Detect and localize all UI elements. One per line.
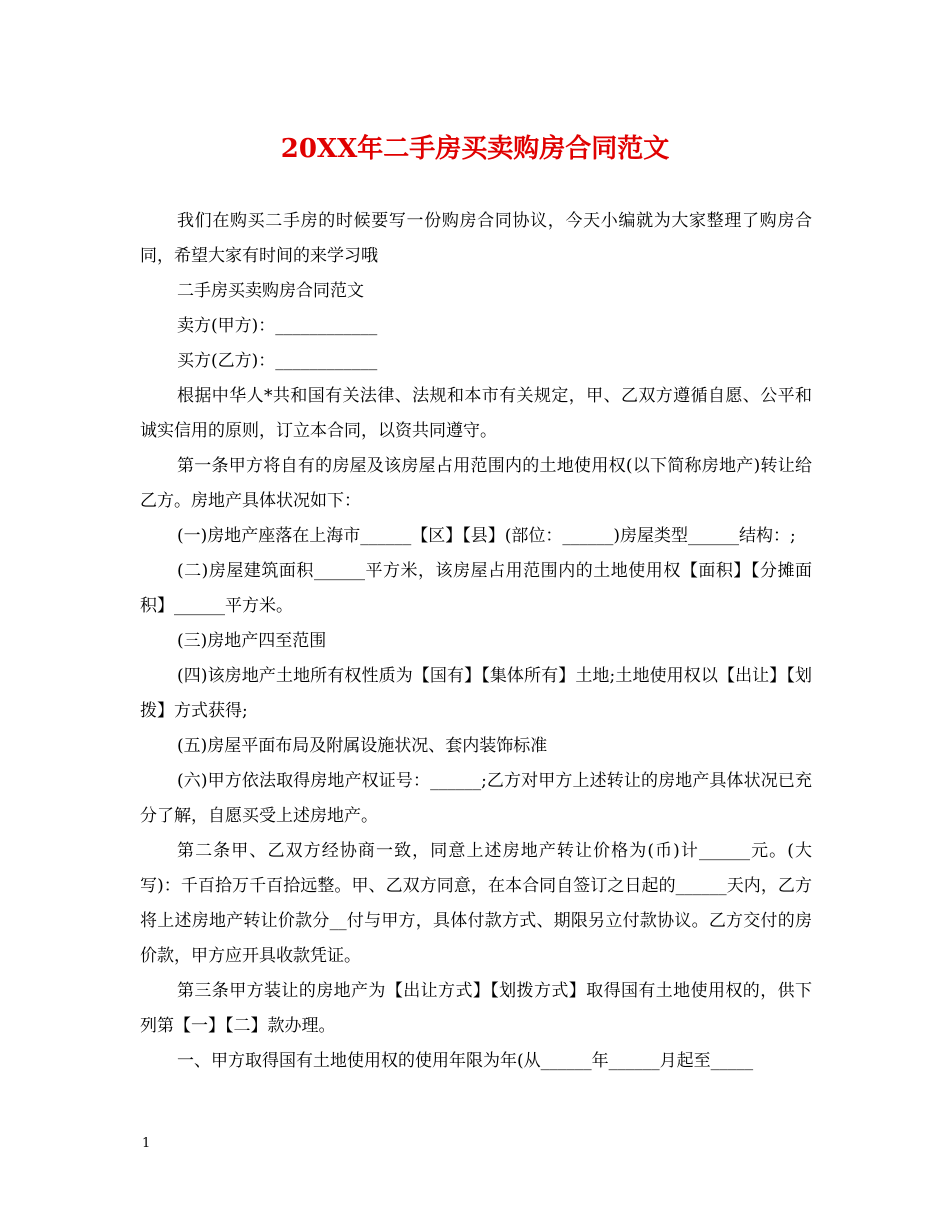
paragraph-article-2: 第二条甲、乙双方经协商一致，同意上述房地产转让价格为(币)计______元。(大写)：千百拾万千百拾远整。甲、乙双方同意，在本合同自签订之日起的______天内，乙方将上述房地产转让价款分__付与甲方，具体付款方式、期限另立付款协议。乙方交付的房价款，甲方应开具收款凭证。 <box>140 841 812 966</box>
paragraph-item-2: (二)房屋建筑面积______平方米，该房屋占用范围内的土地使用权【面积】【分摊面积】______平方米。 <box>140 561 812 616</box>
paragraph-buyer: 买方(乙方)：____________ <box>177 351 378 371</box>
paragraph-clause-1: 一、甲方取得国有土地使用权的使用年限为年(从______年______月起至_____ <box>177 1051 754 1071</box>
paragraph-item-4: (四)该房地产土地所有权性质为【国有】【集体所有】土地;土地使用权以【出让】【划拨】方式获得; <box>140 666 812 721</box>
paragraph-item-3: (三)房地产四至范围 <box>177 631 327 651</box>
paragraph-item-6: (六)甲方依法取得房地产权证号：______;乙方对甲方上述转让的房地产具体状况已充分了解，自愿买受上述房地产。 <box>140 771 812 826</box>
paragraph-seller: 卖方(甲方)：____________ <box>177 316 378 336</box>
paragraph-intro: 我们在购买二手房的时候要写一份购房合同协议，今天小编就为大家整理了购房合同，希望大家有时间的来学习哦 <box>140 211 812 266</box>
paragraph-item-5: (五)房屋平面布局及附属设施状况、套内装饰标准 <box>177 736 548 756</box>
paragraph-subtitle: 二手房买卖购房合同范文 <box>177 281 364 301</box>
page-title: 20XX年二手房买卖购房合同范文 <box>280 134 670 164</box>
paragraph-article-1: 第一条甲方将自有的房屋及该房屋占用范围内的土地使用权(以下简称房地产)转让给乙方。房地产具体状况如下： <box>140 456 812 511</box>
paragraph-article-3: 第三条甲方装让的房地产为【出让方式】【划拨方式】取得国有土地使用权的，供下列第【一】【二】款办理。 <box>140 981 812 1036</box>
document-body <box>140 204 812 1079</box>
paragraph-item-1: (一)房地产座落在上海市______【区】【县】(部位：______)房屋类型______结构：; <box>177 526 796 546</box>
page-number: 1 <box>142 1136 151 1151</box>
paragraph-preamble: 根据中华人*共和国有关法律、法规和本市有关规定，甲、乙双方遵循自愿、公平和诚实信用的原则，订立本合同，以资共同遵守。 <box>140 386 812 441</box>
